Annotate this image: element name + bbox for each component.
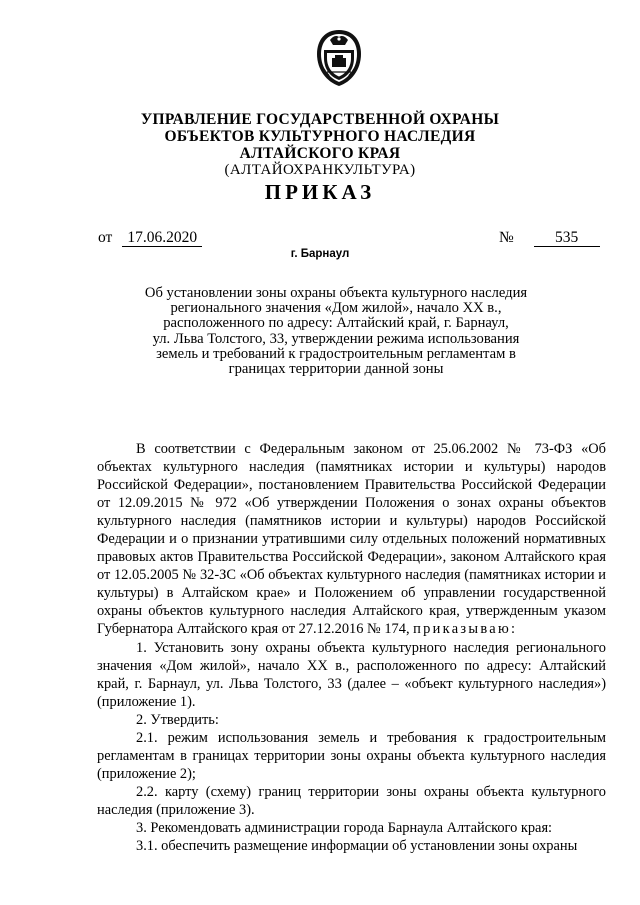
item-paragraph: 3.1. обеспечить размещение информации об установлении зоны охраны	[136, 838, 578, 855]
order-subject	[140, 286, 532, 377]
date-block	[98, 229, 202, 247]
item-paragraph: 2.1. режим использования земель и требования к градостроительным регламентам в границах территории зоны охраны объекта культурного наследия (приложение 2);	[97, 729, 606, 782]
subject-line: регионального значения «Дом жилой», начало XX в.,	[170, 300, 502, 317]
subject-line: границах территории данной зоны	[228, 361, 444, 378]
organization-name	[0, 111, 640, 179]
order-body	[97, 440, 606, 855]
item-paragraph: 2. Утвердить:	[136, 711, 219, 728]
document-title: ПРИКАЗ	[264, 180, 376, 204]
order-word: приказываю:	[413, 621, 518, 638]
org-abbreviation: (АЛТАЙОХРАНКУЛЬТУРА)	[224, 162, 416, 178]
order-number: 535	[534, 230, 600, 247]
org-line-1: УПРАВЛЕНИЕ ГОСУДАРСТВЕННОЙ ОХРАНЫ	[140, 111, 500, 128]
org-line-3: АЛТАЙСКОГО КРАЯ	[239, 145, 401, 162]
subject-line: Об установлении зоны охраны объекта культурного наследия	[144, 285, 528, 301]
subject-line: расположенного по адресу: Алтайский край, г. Барнаул,	[163, 315, 509, 332]
item-paragraph: 3. Рекомендовать администрации города Барнаула Алтайского края:	[136, 819, 553, 836]
preamble-paragraph	[97, 440, 606, 639]
coat-of-arms-emblem	[313, 28, 365, 88]
item-paragraph: 2.2. карту (схему) границ территории зоны охраны объекта культурного наследия (приложение 3).	[97, 783, 606, 818]
order-date: 17.06.2020	[122, 230, 202, 247]
item-paragraph: 1. Установить зону охраны объекта культурного наследия регионального значения «Дом жилой», начало XX в., расположенного по адресу: Алтайский край, г. Барнаул, ул. Льва Толстого, 33 (далее – «объект культурного наследия») (приложение 1).	[97, 639, 606, 710]
number-prefix: №	[499, 229, 514, 246]
subject-line: земель и требований к градостроительным регламентам в	[156, 345, 516, 362]
number-block	[499, 229, 600, 247]
subject-line: ул. Льва Толстого, 33, утверждении режима использования	[152, 330, 520, 347]
org-line-2: ОБЪЕКТОВ КУЛЬТУРНОГО НАСЛЕДИЯ	[164, 128, 476, 145]
preamble-text: В соответствии с Федеральным законом от 25.06.2002 № 73-ФЗ «Об объектах культурного наследия (памятниках истории и культуры) народов Российской Федерации», постановлением Правительства Российской Федерации от 12.09.2015 № 972 «Об утверждении Положения о зонах охраны объектов культурного наследия (памятников истории и культуры) народов Российской Федерации и о признании утратившими силу отдельных положений нормативных правовых актов Правительства Российской Федерации», законом Алтайского края от 12.05.2005 № 32-ЗС «Об объектах культурного наследия (памятниках истории и культуры) в Алтайском крае» и Положением об управлении государственной охраны объектов культурного наследия Алтайского края, утвержденным указом Губернатора Алтайского края от 27.12.2016 № 174,	[97, 441, 606, 638]
date-prefix: от	[98, 229, 113, 246]
city-label: г. Барнаул	[290, 248, 350, 260]
